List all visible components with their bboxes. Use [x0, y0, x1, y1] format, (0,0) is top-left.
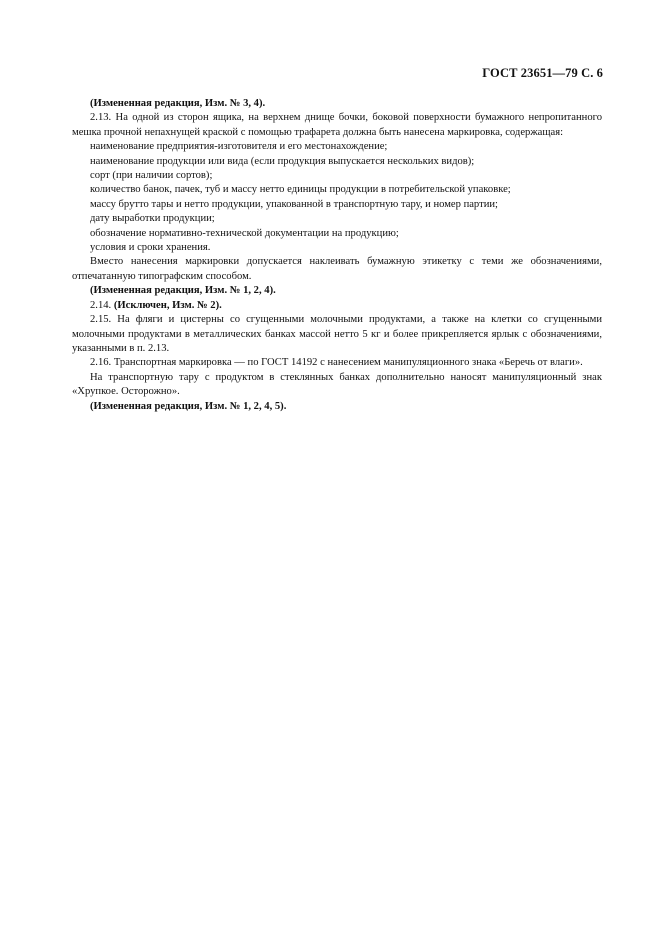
- revision-note: (Измененная редакция, Изм. № 1, 2, 4, 5).: [90, 400, 287, 412]
- clause-2-14-number: 2.14.: [90, 299, 112, 311]
- marking-item: массу брутто тары и нетто продукции, упакованной в транспортную тару, и номер партии;: [90, 198, 499, 210]
- label-note: Вместо нанесения маркировки допускается наклеивать бумажную этикетку с теми же обозначениями, отпечатанную типографским способом.: [72, 256, 602, 282]
- revision-note: (Измененная редакция, Изм. № 1, 2, 4).: [90, 285, 276, 297]
- document-body: [72, 97, 602, 414]
- marking-item: сорт (при наличии сортов);: [90, 170, 213, 182]
- clause-2-14: [72, 299, 602, 313]
- revision-note: (Измененная редакция, Изм. № 3, 4).: [90, 98, 266, 109]
- marking-item: дату выработки продукции;: [90, 213, 215, 225]
- marking-item: наименование предприятия-изготовителя и его местонахождение;: [90, 141, 388, 153]
- clause-2-13: 2.13. На одной из сторон ящика, на верхнем днище бочки, боковой поверхности бумажного непропитанного мешка прочной непахнущей краской с помощью трафарета должна быть нанесена маркировка, содержащая:: [72, 112, 602, 138]
- clause-2-14-text: (Исключен, Изм. № 2).: [113, 299, 222, 311]
- marking-item: наименование продукции или вида (если продукция выпускается нескольких видов);: [90, 155, 475, 167]
- marking-item: обозначение нормативно-технической документации на продукцию;: [90, 227, 399, 239]
- marking-item: условия и сроки хранения.: [90, 242, 211, 254]
- clause-2-15: 2.15. На фляги и цистерны со сгущенными молочными продуктами, а также на клетки со сгущенными молочными продуктами в металлических банках массой нетто 5 кг и более прикрепляется ярлык с обозначениями, указанными в п. 2.13.: [72, 314, 602, 354]
- glass-note: На транспортную тару с продуктом в стеклянных банках дополнительно наносят манипуляционный знак «Хрупкое. Осторожно».: [72, 371, 602, 398]
- marking-item: количество банок, пачек, туб и массу нетто единицы продукции в потребительской упаковке;: [90, 184, 511, 196]
- page-header: ГОСТ 23651—79 С. 6: [482, 66, 603, 80]
- clause-2-16: 2.16. Транспортная маркировка — по ГОСТ 14192 с нанесением манипуляционного знака «Беречь от влаги».: [90, 357, 583, 369]
